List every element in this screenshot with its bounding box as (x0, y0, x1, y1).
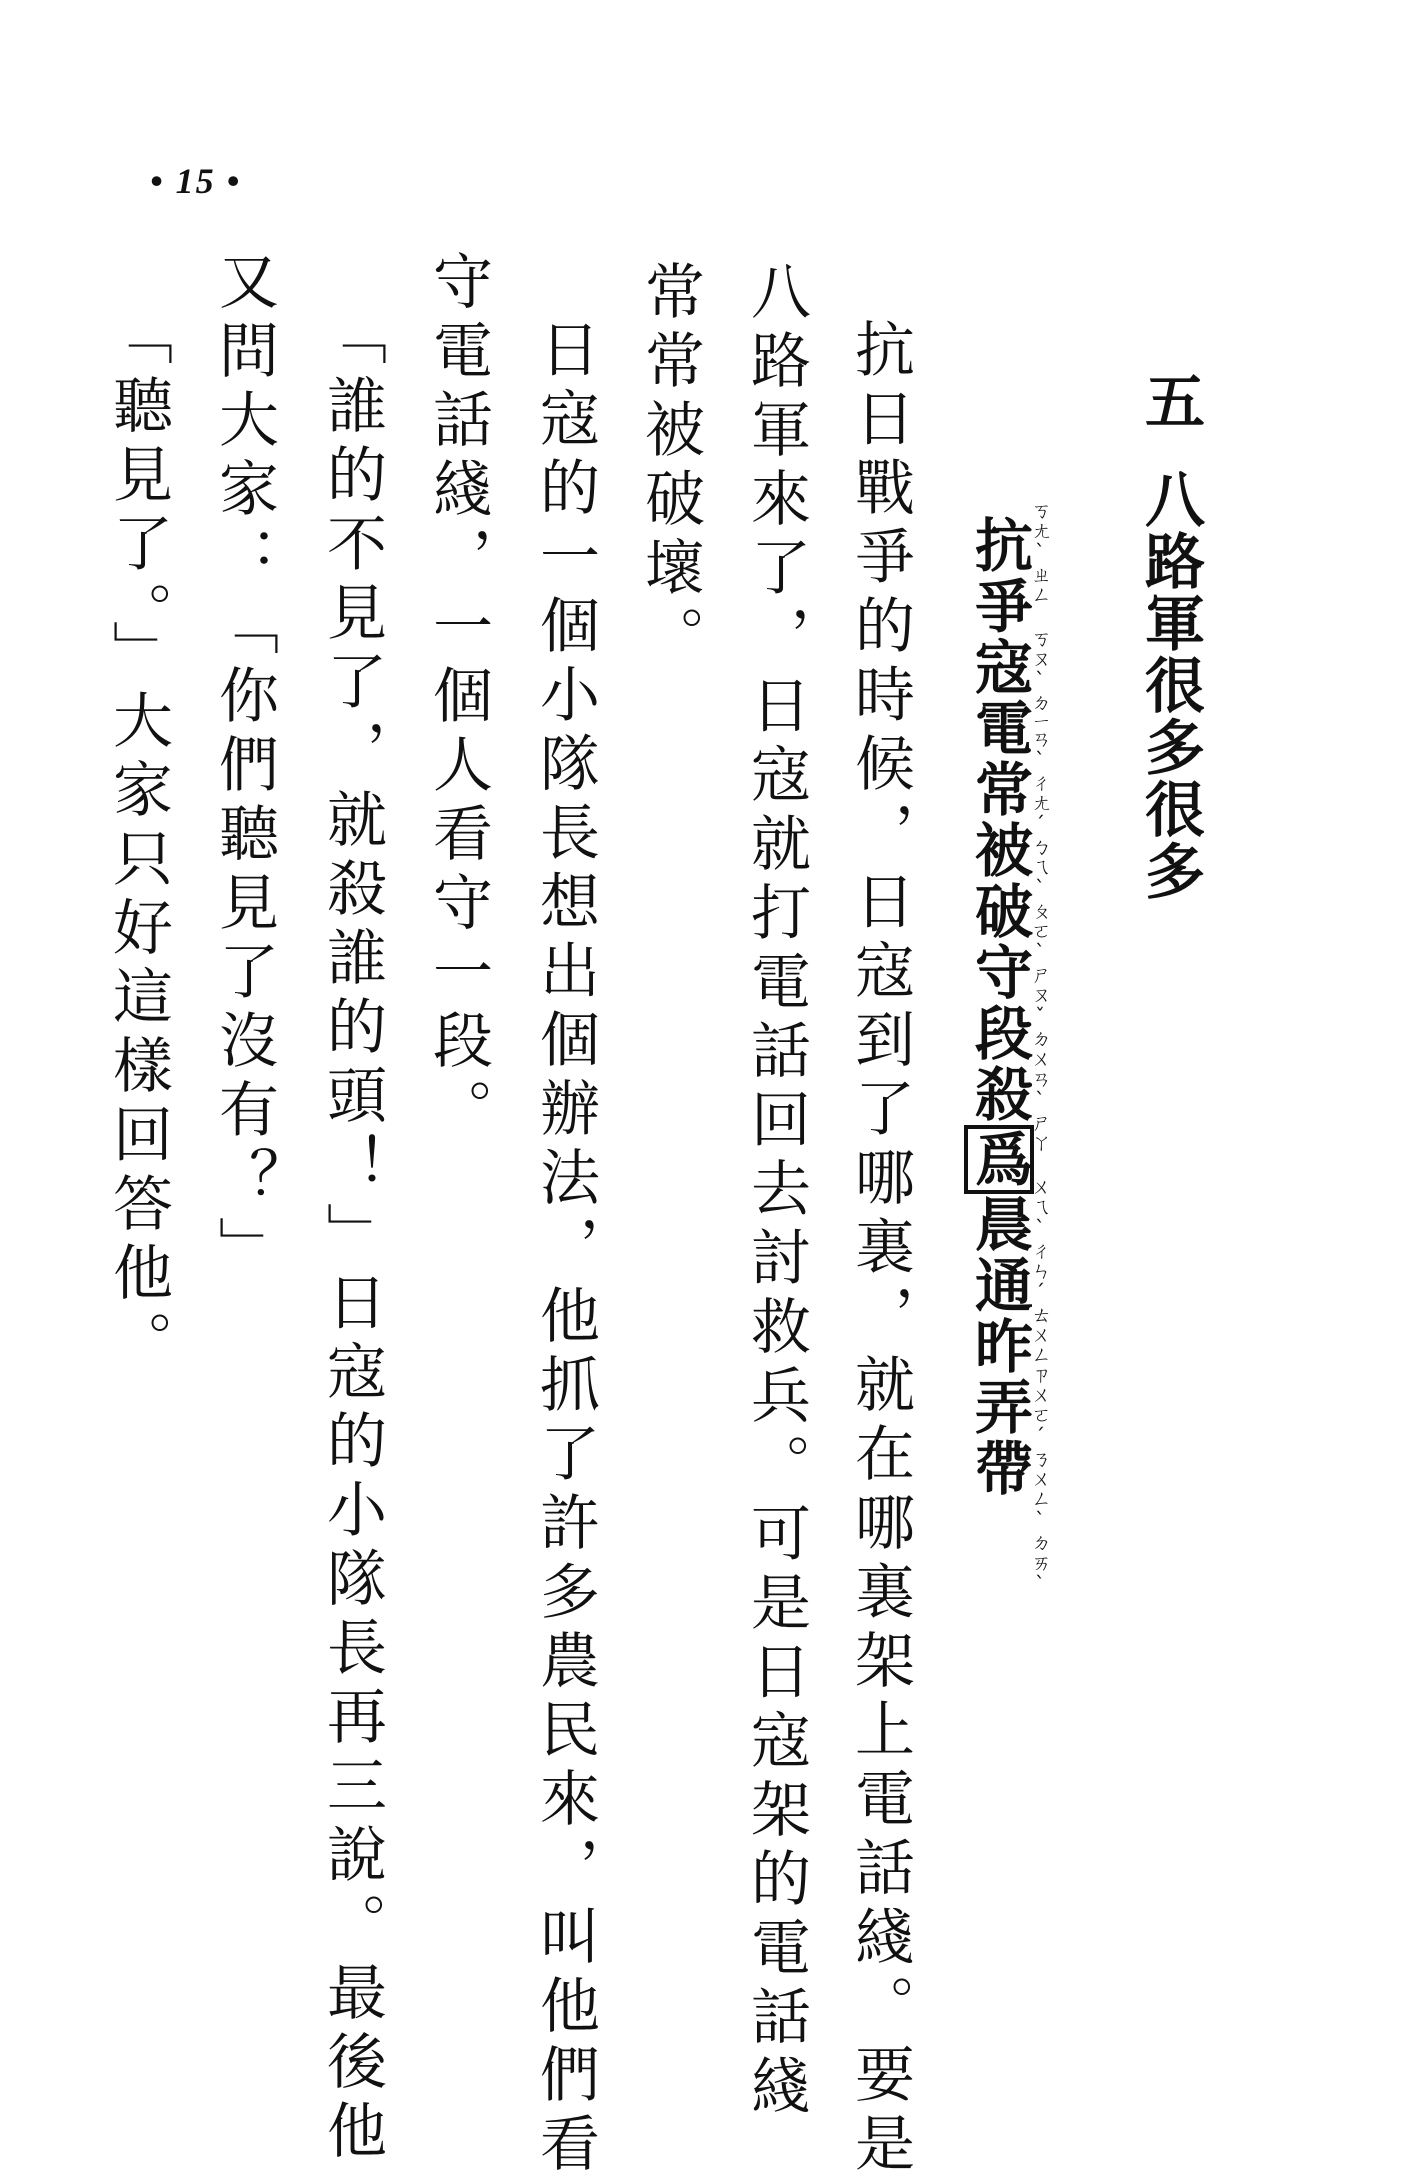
body-line-4: 日寇的一個小隊長想出個辦法，他抓了許多農民來，叫他們看 (530, 318, 600, 2181)
vocabulary-chars-before-box: 抗爭寇電常被破守段殺 (965, 515, 1033, 1125)
vocabulary-boxed-char: 爲 (964, 1125, 1034, 1194)
body-line-3: 常常被破壞。 (635, 260, 705, 674)
page-number: • 15 • (150, 161, 242, 201)
vocabulary-chars-after-box: 晨通昨弄帶 (965, 1194, 1033, 1499)
vocabulary-zhuyin: ㄎㄤˋㄓㄥ ㄎㄡˋㄉㄧㄢˋㄔㄤˊㄅㄟˋㄆㄛˋㄕㄡˇㄉㄨㄢˋㄕㄚ ㄨㄟˋㄔㄣˊㄊㄨㄥㄗㄨㄛˊㄋㄨㄥˋㄉㄞˋ (1028, 500, 1052, 1596)
body-line-7: 又問大家：「你們聽見了沒有？」 (209, 250, 279, 1285)
body-line-6: 「誰的不見了，就殺誰的頭！」日寇的小隊長再三說。最後他 (317, 305, 387, 2168)
chapter-heading (1135, 370, 1205, 902)
body-line-5: 守電話綫，一個人看守一段。 (423, 250, 493, 1147)
body-line-1: 抗日戰爭的時候，日寇到了哪裏，就在哪裏架上電話綫。要是 (845, 318, 915, 2181)
body-line-2: 八路軍來了，日寇就打電話回去討救兵。可是日寇架的電話綫 (741, 260, 811, 2123)
body-line-8: 「聽見了。」大家只好這樣回答他。 (103, 305, 173, 1379)
chapter-title: 八路軍很多很多 (1135, 468, 1205, 902)
vocabulary-characters (964, 515, 1034, 1499)
chapter-number: 五 (1135, 370, 1205, 432)
